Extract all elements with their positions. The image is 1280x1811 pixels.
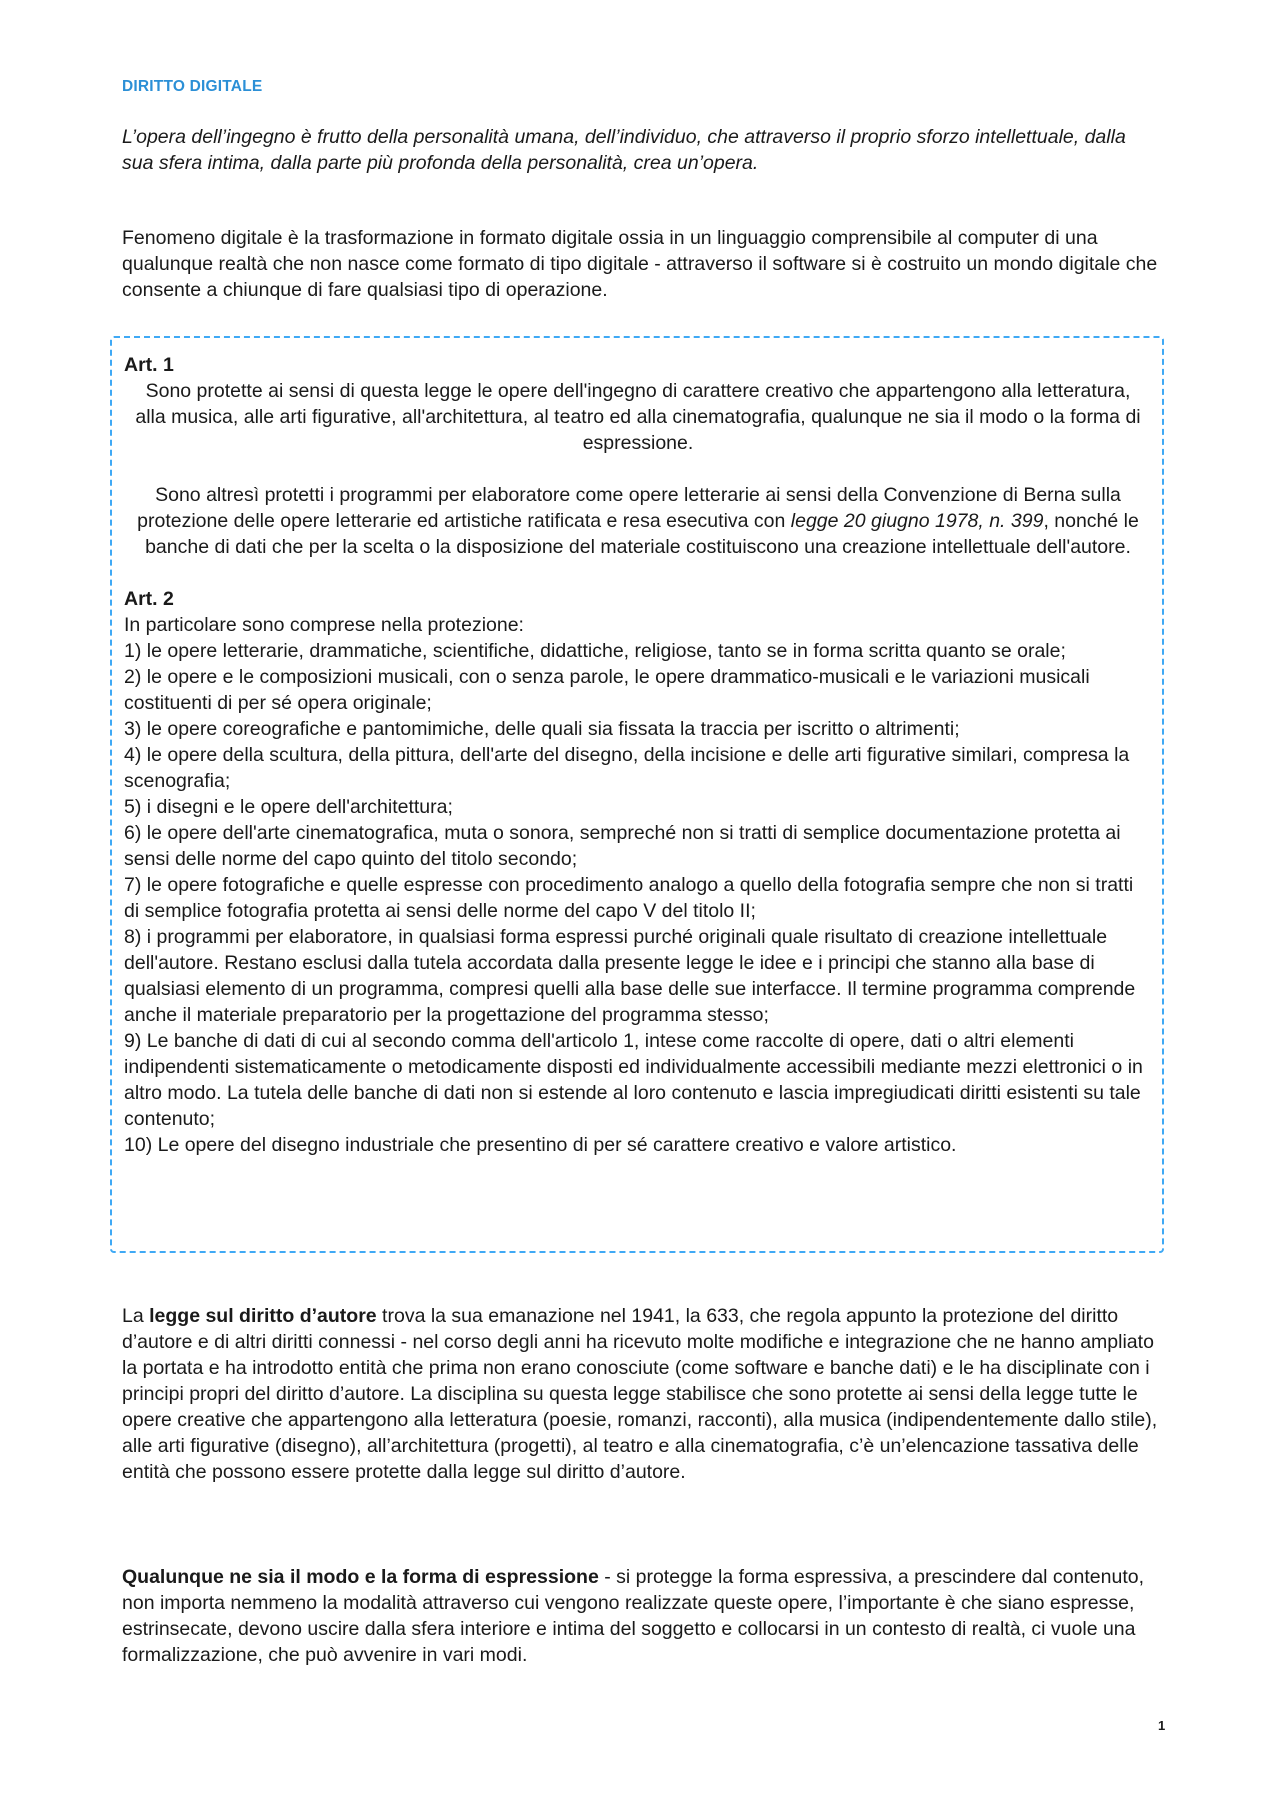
para1-rest: trova la sua emanazione nel 1941, la 633, che regola appunto la protezione del diritto d’autore e di altri diritti connessi - nel corso degli anni ha ricevuto molte modifiche e integrazione che ne hanno ampliato la portata e ha introdotto entità che prima non erano conosciute (come software e banche dati) e le ha disciplinate con i principi propri del diritto d’autore. La disciplina su questa legge stabilisce che sono protette ai sensi della legge tutte le opere creative che appartengono alla letteratura (poesie, romanzi, racconti), alla musica (indipendentemente dallo stile), alle arti figurative (disegno), all’architettura (progetti), al teatro e alla cinematografia, c’è un’elencazione tassativa delle entità che possono essere protette dalla legge sul diritto d’autore. bbox=[122, 1304, 1158, 1483]
para2-bold-term: Qualunque ne sia il modo e la forma di espressione bbox=[122, 1565, 599, 1588]
art2-item: 2) le opere e le composizioni musicali, con o senza parole, le opere drammatico-musicali e le variazioni musicali costituenti di per sé opera originale; bbox=[124, 666, 1090, 714]
expression-form-paragraph bbox=[122, 1544, 1162, 1687]
art2-body bbox=[124, 612, 1152, 1158]
art2-item: 5) i disegni e le opere dell'architettura; bbox=[124, 796, 453, 818]
art2-item: 4) le opere della scultura, della pittura, dell'arte del disegno, della incisione e delle arti figurative similari, compresa la scenografia; bbox=[124, 744, 1130, 792]
art2-item: 3) le opere coreografiche e pantomimiche, delle quali sia fissata la traccia per iscritto o altrimenti; bbox=[124, 718, 960, 740]
art1-paragraph-2 bbox=[124, 482, 1152, 560]
art1-p2-before: Sono altresì protetti i programmi per elaboratore come opere letterarie ai sensi della Convenzione di Berna sulla protezione delle opere letterarie ed artistiche ratificata e resa esecutiva con bbox=[137, 484, 1121, 532]
para2-rest: - si protegge la forma espressiva, a prescindere dal contenuto, non importa nemmeno la modalità attraverso cui vengono realizzate queste opere, l’importante è che siano espresse, estrinsecate, devono uscire dalla sfera interiore e intima del soggetto e collocarsi in un contesto di realtà, ci vuole una formalizzazione, che può avvenire in vari modi. bbox=[122, 1565, 1145, 1666]
section-header: DIRITTO DIGITALE bbox=[122, 78, 263, 95]
art2-item: 6) le opere dell'arte cinematografica, muta o sonora, sempreché non si tratti di semplice documentazione protetta ai sensi delle norme del capo quinto del titolo secondo; bbox=[124, 822, 1121, 870]
para1-bold-term: legge sul diritto d’autore bbox=[149, 1304, 377, 1327]
law-articles-box bbox=[110, 336, 1164, 1253]
art2-intro: In particolare sono comprese nella protezione: bbox=[124, 614, 524, 636]
art1-paragraph-1: Sono protette ai sensi di questa legge le opere dell'ingegno di carattere creativo che appartengono alla letteratura, alla musica, alle arti figurative, all'architettura, al teatro ed alla cinematografia, qualunque ne sia il modo o la forma di espressione. bbox=[135, 380, 1141, 454]
art1-p2-after: , nonché le banche di dati che per la scelta o la disposizione del materiale costituiscono una creazione intellettuale dell'autore. bbox=[145, 510, 1139, 558]
fenomeno-paragraph bbox=[122, 205, 1162, 322]
page-number: 1 bbox=[1158, 1718, 1166, 1733]
intro-quote-text: L’opera dell’ingegno è frutto della personalità umana, dell’individuo, che attraverso il proprio sforzo intellettuale, dalla sua sfera intima, dalla parte più profonda della personalità, crea un’opera. bbox=[122, 126, 1126, 174]
art2-item: 9) Le banche di dati di cui al secondo comma dell'articolo 1, intese come raccolte di opere, dati o altri elementi indipendenti sistematicamente o metodicamente disposti ed individualmente accessibili mediante mezzi elettronici o in altro modo. La tutela delle banche di dati non si estende al loro contenuto e lascia impregiudicati diritti esistenti su tale contenuto; bbox=[124, 1030, 1143, 1130]
para1-lead: La bbox=[122, 1304, 150, 1327]
fenomeno-text: Fenomeno digitale è la trasformazione in formato digitale ossia in un linguaggio comprensibile al computer di una qualunque realtà che non nasce come formato di tipo digitale - attraverso il software si è costruito un mondo digitale che consente a chiunque di fare qualsiasi tipo di operazione. bbox=[122, 226, 1158, 301]
art1-title: Art. 1 bbox=[124, 354, 174, 376]
art2-item: 8) i programmi per elaboratore, in qualsiasi forma espressi purché originali quale risultato di creazione intellettuale dell'autore. Restano esclusi dalla tutela accordata dalla presente legge le idee e i principi che stanno alla base di qualsiasi elemento di un programma, compresi quelli alla base delle sue interfacce. Il termine programma comprende anche il materiale preparatorio per la progettazione del programma stesso; bbox=[124, 926, 1136, 1026]
art2-item: 7) le opere fotografiche e quelle espresse con procedimento analogo a quello della fotografia sempre che non si tratti di semplice fotografia protetta ai sensi delle norme del capo V del titolo II; bbox=[124, 874, 1134, 922]
copyright-law-paragraph bbox=[122, 1283, 1162, 1504]
intro-quote bbox=[122, 124, 1162, 176]
art2-item: 10) Le opere del disegno industriale che presentino di per sé carattere creativo e valore artistico. bbox=[124, 1134, 957, 1156]
art2-item: 1) le opere letterarie, drammatiche, scientifiche, didattiche, religiose, tanto se in forma scritta quanto se orale; bbox=[124, 640, 1066, 662]
art2-title: Art. 2 bbox=[124, 588, 174, 610]
art1-p2-law-reference: legge 20 giugno 1978, n. 399 bbox=[790, 510, 1044, 532]
